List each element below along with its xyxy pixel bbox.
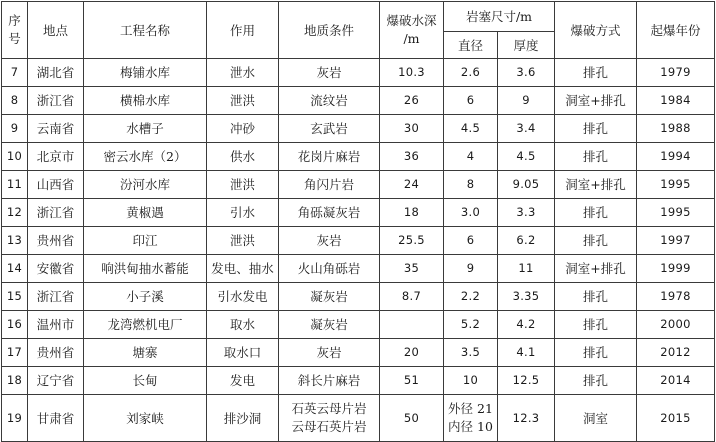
cell-method: 排孔 <box>555 283 637 311</box>
cell-function: 泄水 <box>207 59 279 87</box>
cell-thickness: 6.2 <box>498 227 555 255</box>
header-function: 作用 <box>207 2 279 59</box>
header-project: 工程名称 <box>84 2 207 59</box>
cell-method: 洞室+排孔 <box>555 255 637 283</box>
cell-depth: 50 <box>380 395 444 442</box>
cell-function: 取水 <box>207 311 279 339</box>
cell-depth: 8.7 <box>380 283 444 311</box>
cell-project: 小子溪 <box>84 283 207 311</box>
cell-project: 刘家峡 <box>84 395 207 442</box>
table-row <box>2 199 715 227</box>
header-year: 起爆年份 <box>637 2 715 59</box>
cell-geology: 灰岩 <box>279 339 380 367</box>
cell-year: 1997 <box>637 227 715 255</box>
cell-method: 排孔 <box>555 199 637 227</box>
cell-thickness: 12.5 <box>498 367 555 395</box>
cell-depth: 26 <box>380 87 444 115</box>
cell-thickness: 4.5 <box>498 143 555 171</box>
table-row <box>2 311 715 339</box>
cell-diameter: 4.5 <box>444 115 498 143</box>
table-row <box>2 367 715 395</box>
cell-line: 外径 21 <box>448 401 493 416</box>
cell-seq: 18 <box>2 367 28 395</box>
cell-location: 甘肃省 <box>28 395 84 442</box>
cell-location: 山西省 <box>28 171 84 199</box>
cell-seq: 11 <box>2 171 28 199</box>
cell-year: 2015 <box>637 395 715 442</box>
cell-thickness: 3.35 <box>498 283 555 311</box>
cell-diameter: 5.2 <box>444 311 498 339</box>
cell-depth <box>380 311 444 339</box>
cell-function: 供水 <box>207 143 279 171</box>
cell-depth: 35 <box>380 255 444 283</box>
cell-seq: 14 <box>2 255 28 283</box>
table-row <box>2 339 715 367</box>
cell-seq: 15 <box>2 283 28 311</box>
cell-project: 印江 <box>84 227 207 255</box>
cell-location: 浙江省 <box>28 283 84 311</box>
cell-method: 排孔 <box>555 59 637 87</box>
cell-year: 1978 <box>637 283 715 311</box>
cell-thickness: 3.6 <box>498 59 555 87</box>
cell-method: 排孔 <box>555 367 637 395</box>
cell-location: 贵州省 <box>28 227 84 255</box>
cell-diameter: 10 <box>444 367 498 395</box>
cell-diameter: 8 <box>444 171 498 199</box>
cell-depth: 24 <box>380 171 444 199</box>
cell-depth: 10.3 <box>380 59 444 87</box>
cell-location: 浙江省 <box>28 199 84 227</box>
table-body <box>2 59 715 442</box>
cell-thickness: 11 <box>498 255 555 283</box>
cell-method: 排孔 <box>555 311 637 339</box>
cell-thickness: 3.3 <box>498 199 555 227</box>
cell-thickness: 9.05 <box>498 171 555 199</box>
cell-project: 龙湾燃机电厂 <box>84 311 207 339</box>
cell-method: 洞室+排孔 <box>555 87 637 115</box>
cell-method: 洞室 <box>555 395 637 442</box>
cell-diameter: 2.6 <box>444 59 498 87</box>
cell-method: 排孔 <box>555 339 637 367</box>
cell-geology: 斜长片麻岩 <box>279 367 380 395</box>
cell-line: 内径 10 <box>448 419 493 434</box>
cell-diameter: 6 <box>444 227 498 255</box>
cell-geology: 角闪片岩 <box>279 171 380 199</box>
cell-project: 密云水库（2） <box>84 143 207 171</box>
cell-thickness: 3.4 <box>498 115 555 143</box>
cell-method: 排孔 <box>555 143 637 171</box>
cell-seq: 12 <box>2 199 28 227</box>
cell-line: 云母石英片岩 <box>291 419 367 434</box>
cell-location: 安徽省 <box>28 255 84 283</box>
cell-function: 发电、抽水 <box>207 255 279 283</box>
cell-diameter: 2.2 <box>444 283 498 311</box>
header-thickness: 厚度 <box>498 32 555 59</box>
cell-project: 长甸 <box>84 367 207 395</box>
cell-year: 1999 <box>637 255 715 283</box>
cell-project: 梅铺水库 <box>84 59 207 87</box>
cell-seq: 13 <box>2 227 28 255</box>
cell-thickness: 9 <box>498 87 555 115</box>
cell-line: 石英云母片岩 <box>291 401 367 416</box>
cell-seq: 17 <box>2 339 28 367</box>
table-row <box>2 87 715 115</box>
cell-year: 2012 <box>637 339 715 367</box>
table-row <box>2 143 715 171</box>
cell-location: 贵州省 <box>28 339 84 367</box>
header-diameter: 直径 <box>444 32 498 59</box>
cell-depth: 51 <box>380 367 444 395</box>
cell-year: 2000 <box>637 311 715 339</box>
cell-year: 1995 <box>637 199 715 227</box>
header-plug-size: 岩塞尺寸/m <box>444 2 555 32</box>
cell-geology: 灰岩 <box>279 59 380 87</box>
cell-geology: 玄武岩 <box>279 115 380 143</box>
cell-geology: 灰岩 <box>279 227 380 255</box>
cell-year: 1988 <box>637 115 715 143</box>
cell-project: 汾河水库 <box>84 171 207 199</box>
cell-diameter: 3.0 <box>444 199 498 227</box>
cell-location: 北京市 <box>28 143 84 171</box>
table-row <box>2 171 715 199</box>
cell-diameter: 4 <box>444 143 498 171</box>
header-geology: 地质条件 <box>279 2 380 59</box>
cell-function: 引水发电 <box>207 283 279 311</box>
cell-depth: 30 <box>380 115 444 143</box>
cell-function: 冲砂 <box>207 115 279 143</box>
cell-location: 云南省 <box>28 115 84 143</box>
cell-diameter: 9 <box>444 255 498 283</box>
cell-geology: 火山角砾岩 <box>279 255 380 283</box>
cell-year: 1979 <box>637 59 715 87</box>
table-row <box>2 227 715 255</box>
cell-thickness: 4.1 <box>498 339 555 367</box>
cell-seq: 19 <box>2 395 28 442</box>
cell-function: 泄洪 <box>207 87 279 115</box>
cell-function: 引水 <box>207 199 279 227</box>
cell-year: 2014 <box>637 367 715 395</box>
table-row <box>2 115 715 143</box>
cell-project: 响洪甸抽水蓄能 <box>84 255 207 283</box>
cell-location: 温州市 <box>28 311 84 339</box>
table-row <box>2 283 715 311</box>
cell-location: 辽宁省 <box>28 367 84 395</box>
cell-geology: 流纹岩 <box>279 87 380 115</box>
cell-geology: 花岗片麻岩 <box>279 143 380 171</box>
cell-geology <box>279 395 380 442</box>
cell-function: 发电 <box>207 367 279 395</box>
table-row <box>2 255 715 283</box>
cell-geology: 凝灰岩 <box>279 311 380 339</box>
cell-thickness: 12.3 <box>498 395 555 442</box>
table-row <box>2 395 715 442</box>
cell-function: 排沙洞 <box>207 395 279 442</box>
header-seq: 序 号 <box>2 2 28 59</box>
cell-method: 洞室+排孔 <box>555 171 637 199</box>
cell-seq: 8 <box>2 87 28 115</box>
cell-seq: 9 <box>2 115 28 143</box>
cell-diameter: 6 <box>444 87 498 115</box>
cell-seq: 7 <box>2 59 28 87</box>
header-method: 爆破方式 <box>555 2 637 59</box>
cell-seq: 10 <box>2 143 28 171</box>
cell-project: 黄椒遇 <box>84 199 207 227</box>
cell-year: 1994 <box>637 143 715 171</box>
cell-depth: 20 <box>380 339 444 367</box>
cell-method: 排孔 <box>555 115 637 143</box>
cell-project: 塘寨 <box>84 339 207 367</box>
table-row <box>2 59 715 87</box>
cell-thickness: 4.2 <box>498 311 555 339</box>
cell-function: 泄洪 <box>207 171 279 199</box>
header-depth: 爆破水深 /m <box>380 2 444 59</box>
cell-year: 1984 <box>637 87 715 115</box>
cell-geology: 凝灰岩 <box>279 283 380 311</box>
rock-plug-blasting-table <box>1 1 715 442</box>
cell-diameter: 3.5 <box>444 339 498 367</box>
cell-depth: 36 <box>380 143 444 171</box>
cell-depth: 25.5 <box>380 227 444 255</box>
cell-function: 泄洪 <box>207 227 279 255</box>
cell-function: 取水口 <box>207 339 279 367</box>
cell-location: 浙江省 <box>28 87 84 115</box>
cell-project: 水槽子 <box>84 115 207 143</box>
cell-project: 横棉水库 <box>84 87 207 115</box>
cell-year: 1995 <box>637 171 715 199</box>
cell-method: 排孔 <box>555 227 637 255</box>
cell-diameter <box>444 395 498 442</box>
cell-location: 湖北省 <box>28 59 84 87</box>
cell-depth: 18 <box>380 199 444 227</box>
header-location: 地点 <box>28 2 84 59</box>
cell-geology: 角砾凝灰岩 <box>279 199 380 227</box>
cell-seq: 16 <box>2 311 28 339</box>
